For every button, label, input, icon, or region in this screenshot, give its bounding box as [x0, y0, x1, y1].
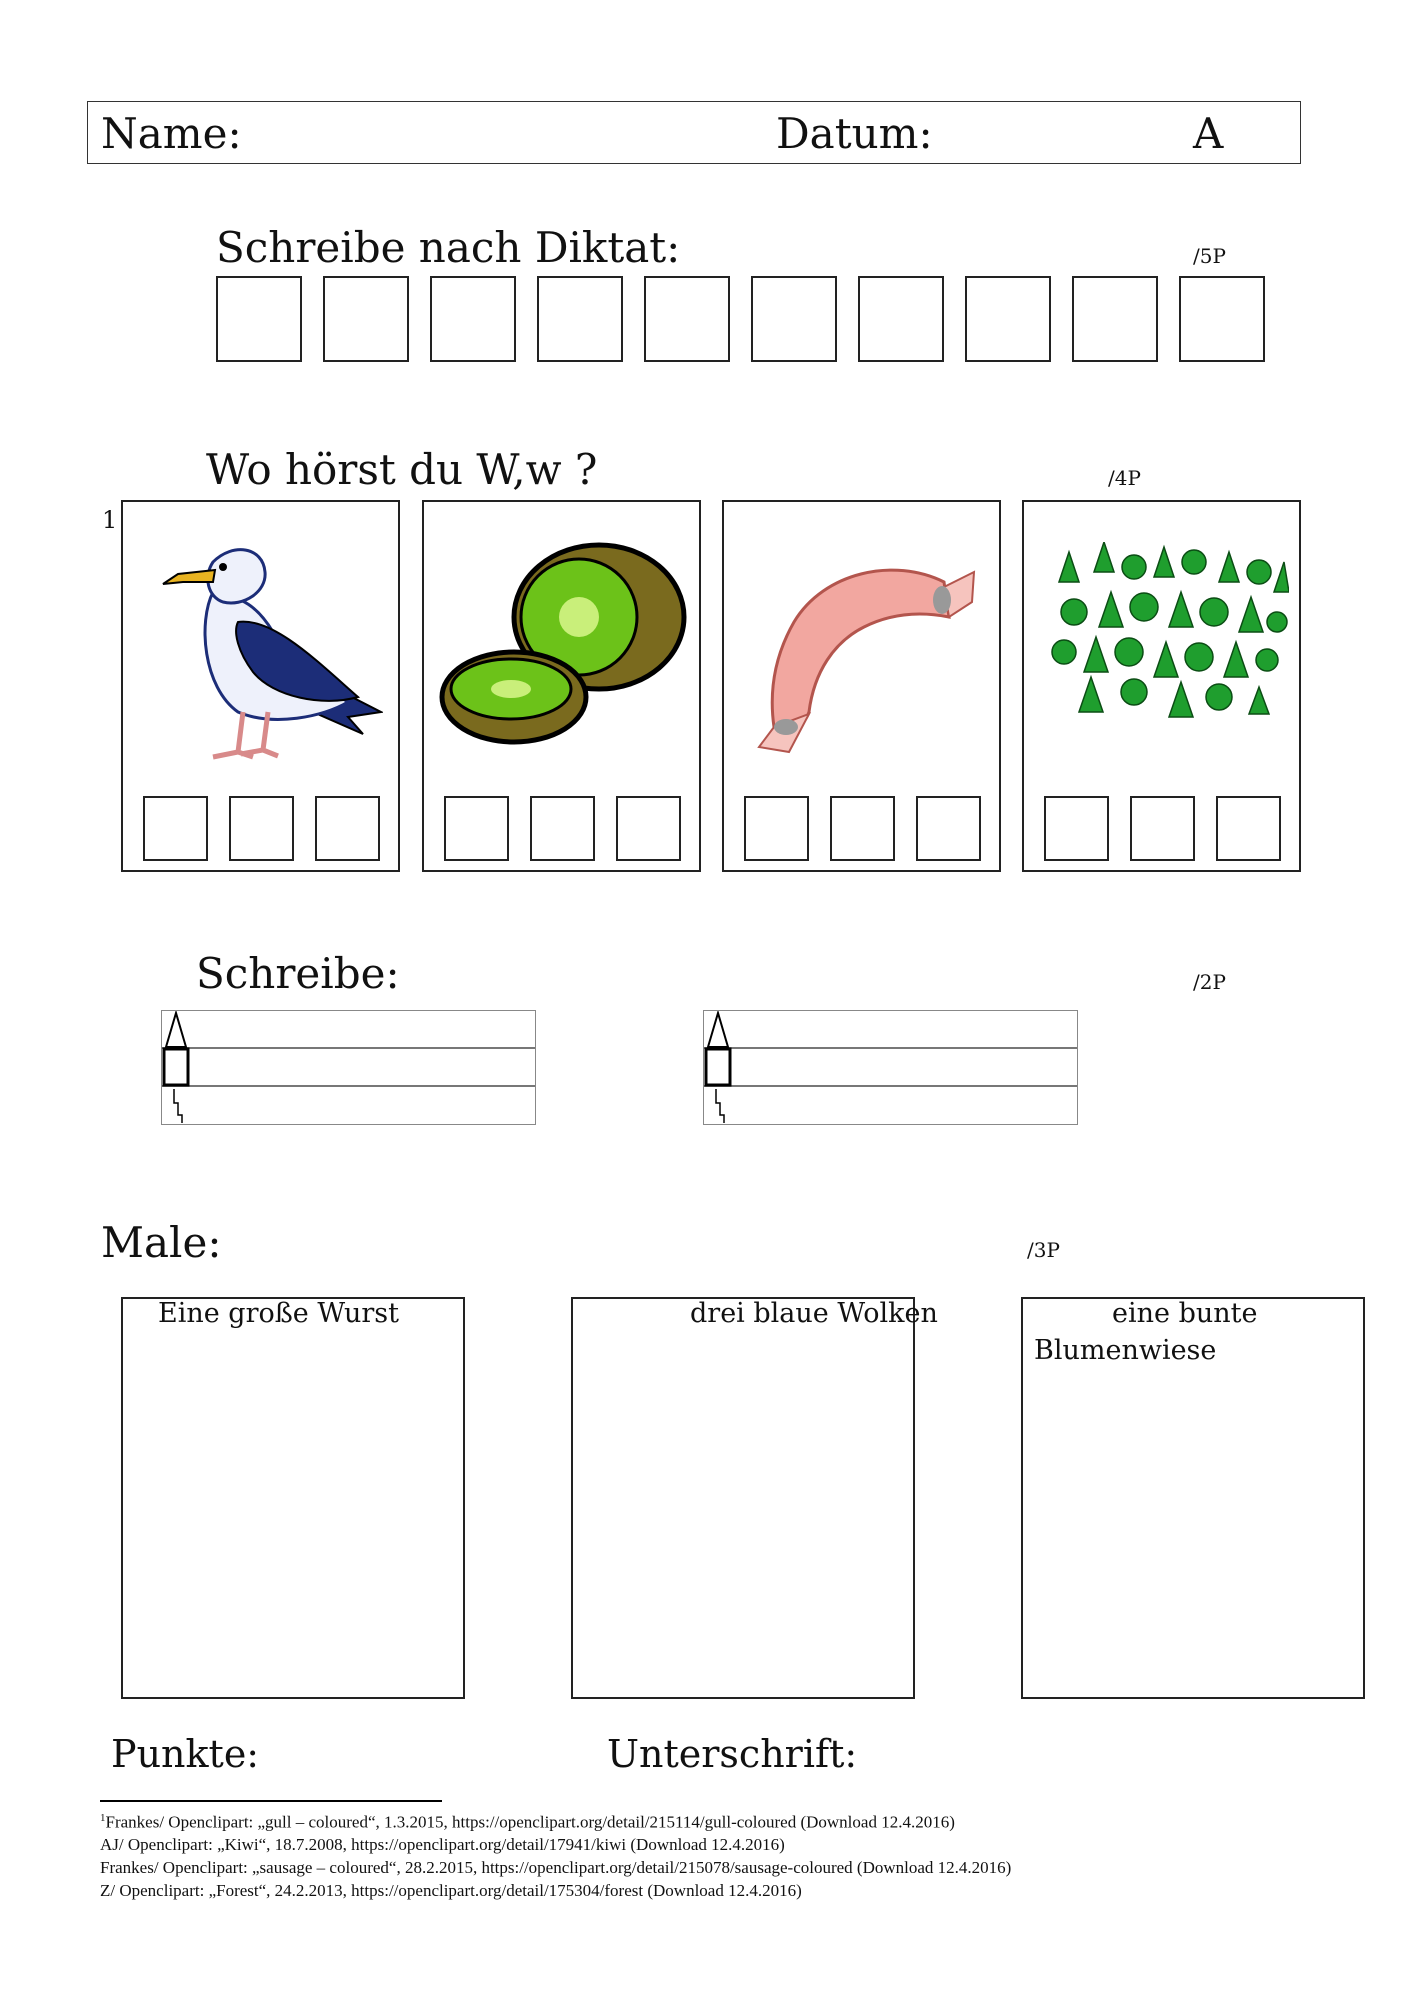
footnote-3: Frankes/ Openclipart: „sausage – coloured“, 28.2.2015, https://openclipart.org/detail/215078/sausage-coloured (Download 12.4.2016) [100, 1858, 1012, 1877]
writing-lines-2[interactable] [703, 1010, 1078, 1125]
footnote-4: Z/ Openclipart: „Forest“, 24.2.2013, https://openclipart.org/detail/175304/forest (Download 12.4.2016) [100, 1881, 802, 1900]
diktat-box[interactable] [644, 276, 730, 362]
drawing-box-2[interactable] [571, 1297, 915, 1699]
diktat-box[interactable] [537, 276, 623, 362]
gull-icon [143, 512, 383, 762]
syllable-box[interactable] [315, 796, 380, 861]
drawing-box-3-label-line1: eine bunte [1112, 1298, 1258, 1329]
picture-card-gull [121, 500, 400, 872]
diktat-box[interactable] [858, 276, 944, 362]
drawing-points: /3P [1027, 1238, 1060, 1262]
diktat-title: Schreibe nach Diktat: [216, 223, 681, 272]
diktat-points: /5P [1193, 244, 1226, 268]
syllable-box[interactable] [444, 796, 509, 861]
writing-title: Schreibe: [196, 949, 400, 998]
kiwi-icon [439, 542, 689, 752]
footnote-1-sup: 1 [100, 1812, 106, 1824]
writing-lines-1[interactable] [161, 1010, 536, 1125]
picture-card-kiwi [422, 500, 701, 872]
points-label: Punkte: [111, 1732, 260, 1776]
syllable-box[interactable] [530, 796, 595, 861]
name-label: Name: [101, 109, 242, 158]
syllable-box[interactable] [744, 796, 809, 861]
syllable-box[interactable] [1216, 796, 1281, 861]
diktat-box[interactable] [1179, 276, 1265, 362]
drawing-box-1[interactable] [121, 1297, 465, 1699]
footnote-2: AJ/ Openclipart: „Kiwi“, 18.7.2008, https://openclipart.org/detail/17941/kiwi (Download 12.4.2016) [100, 1835, 785, 1854]
syllable-box[interactable] [616, 796, 681, 861]
diktat-box[interactable] [965, 276, 1051, 362]
date-label: Datum: [776, 109, 933, 158]
syllable-box[interactable] [916, 796, 981, 861]
drawing-box-1-label: Eine große Wurst [158, 1298, 399, 1329]
pencil-icon [704, 1011, 734, 1126]
drawing-box-2-label: drei blaue Wolken [690, 1298, 938, 1329]
forest-icon [1039, 542, 1289, 722]
syllable-box[interactable] [830, 796, 895, 861]
diktat-box[interactable] [751, 276, 837, 362]
footnote-separator [100, 1800, 442, 1802]
pencil-icon [162, 1011, 192, 1126]
footnote-1-text: Frankes/ Openclipart: „gull – coloured“, 1.3.2015, https://openclipart.org/detail/215114/gull-coloured (Download 12.4.2016) [105, 1812, 955, 1832]
listening-points: /4P [1108, 466, 1141, 490]
sausage-icon [744, 542, 984, 762]
diktat-box[interactable] [216, 276, 302, 362]
diktat-box[interactable] [430, 276, 516, 362]
listening-title: Wo hörst du W,w ? [206, 445, 598, 494]
variant-label: A [1193, 109, 1224, 158]
syllable-box[interactable] [1044, 796, 1109, 861]
picture-card-forest [1022, 500, 1301, 872]
signature-label: Unterschrift: [607, 1732, 858, 1776]
picture-card-sausage [722, 500, 1001, 872]
footnote-marker: 1 [102, 506, 118, 534]
footnote-1 [100, 1813, 955, 1831]
diktat-box[interactable] [323, 276, 409, 362]
syllable-box[interactable] [229, 796, 294, 861]
syllable-box[interactable] [143, 796, 208, 861]
diktat-box[interactable] [1072, 276, 1158, 362]
header-box [87, 101, 1301, 164]
writing-points: /2P [1193, 970, 1226, 994]
syllable-box[interactable] [1130, 796, 1195, 861]
drawing-title: Male: [101, 1218, 222, 1267]
drawing-box-3-label-line2: Blumenwiese [1034, 1335, 1217, 1366]
